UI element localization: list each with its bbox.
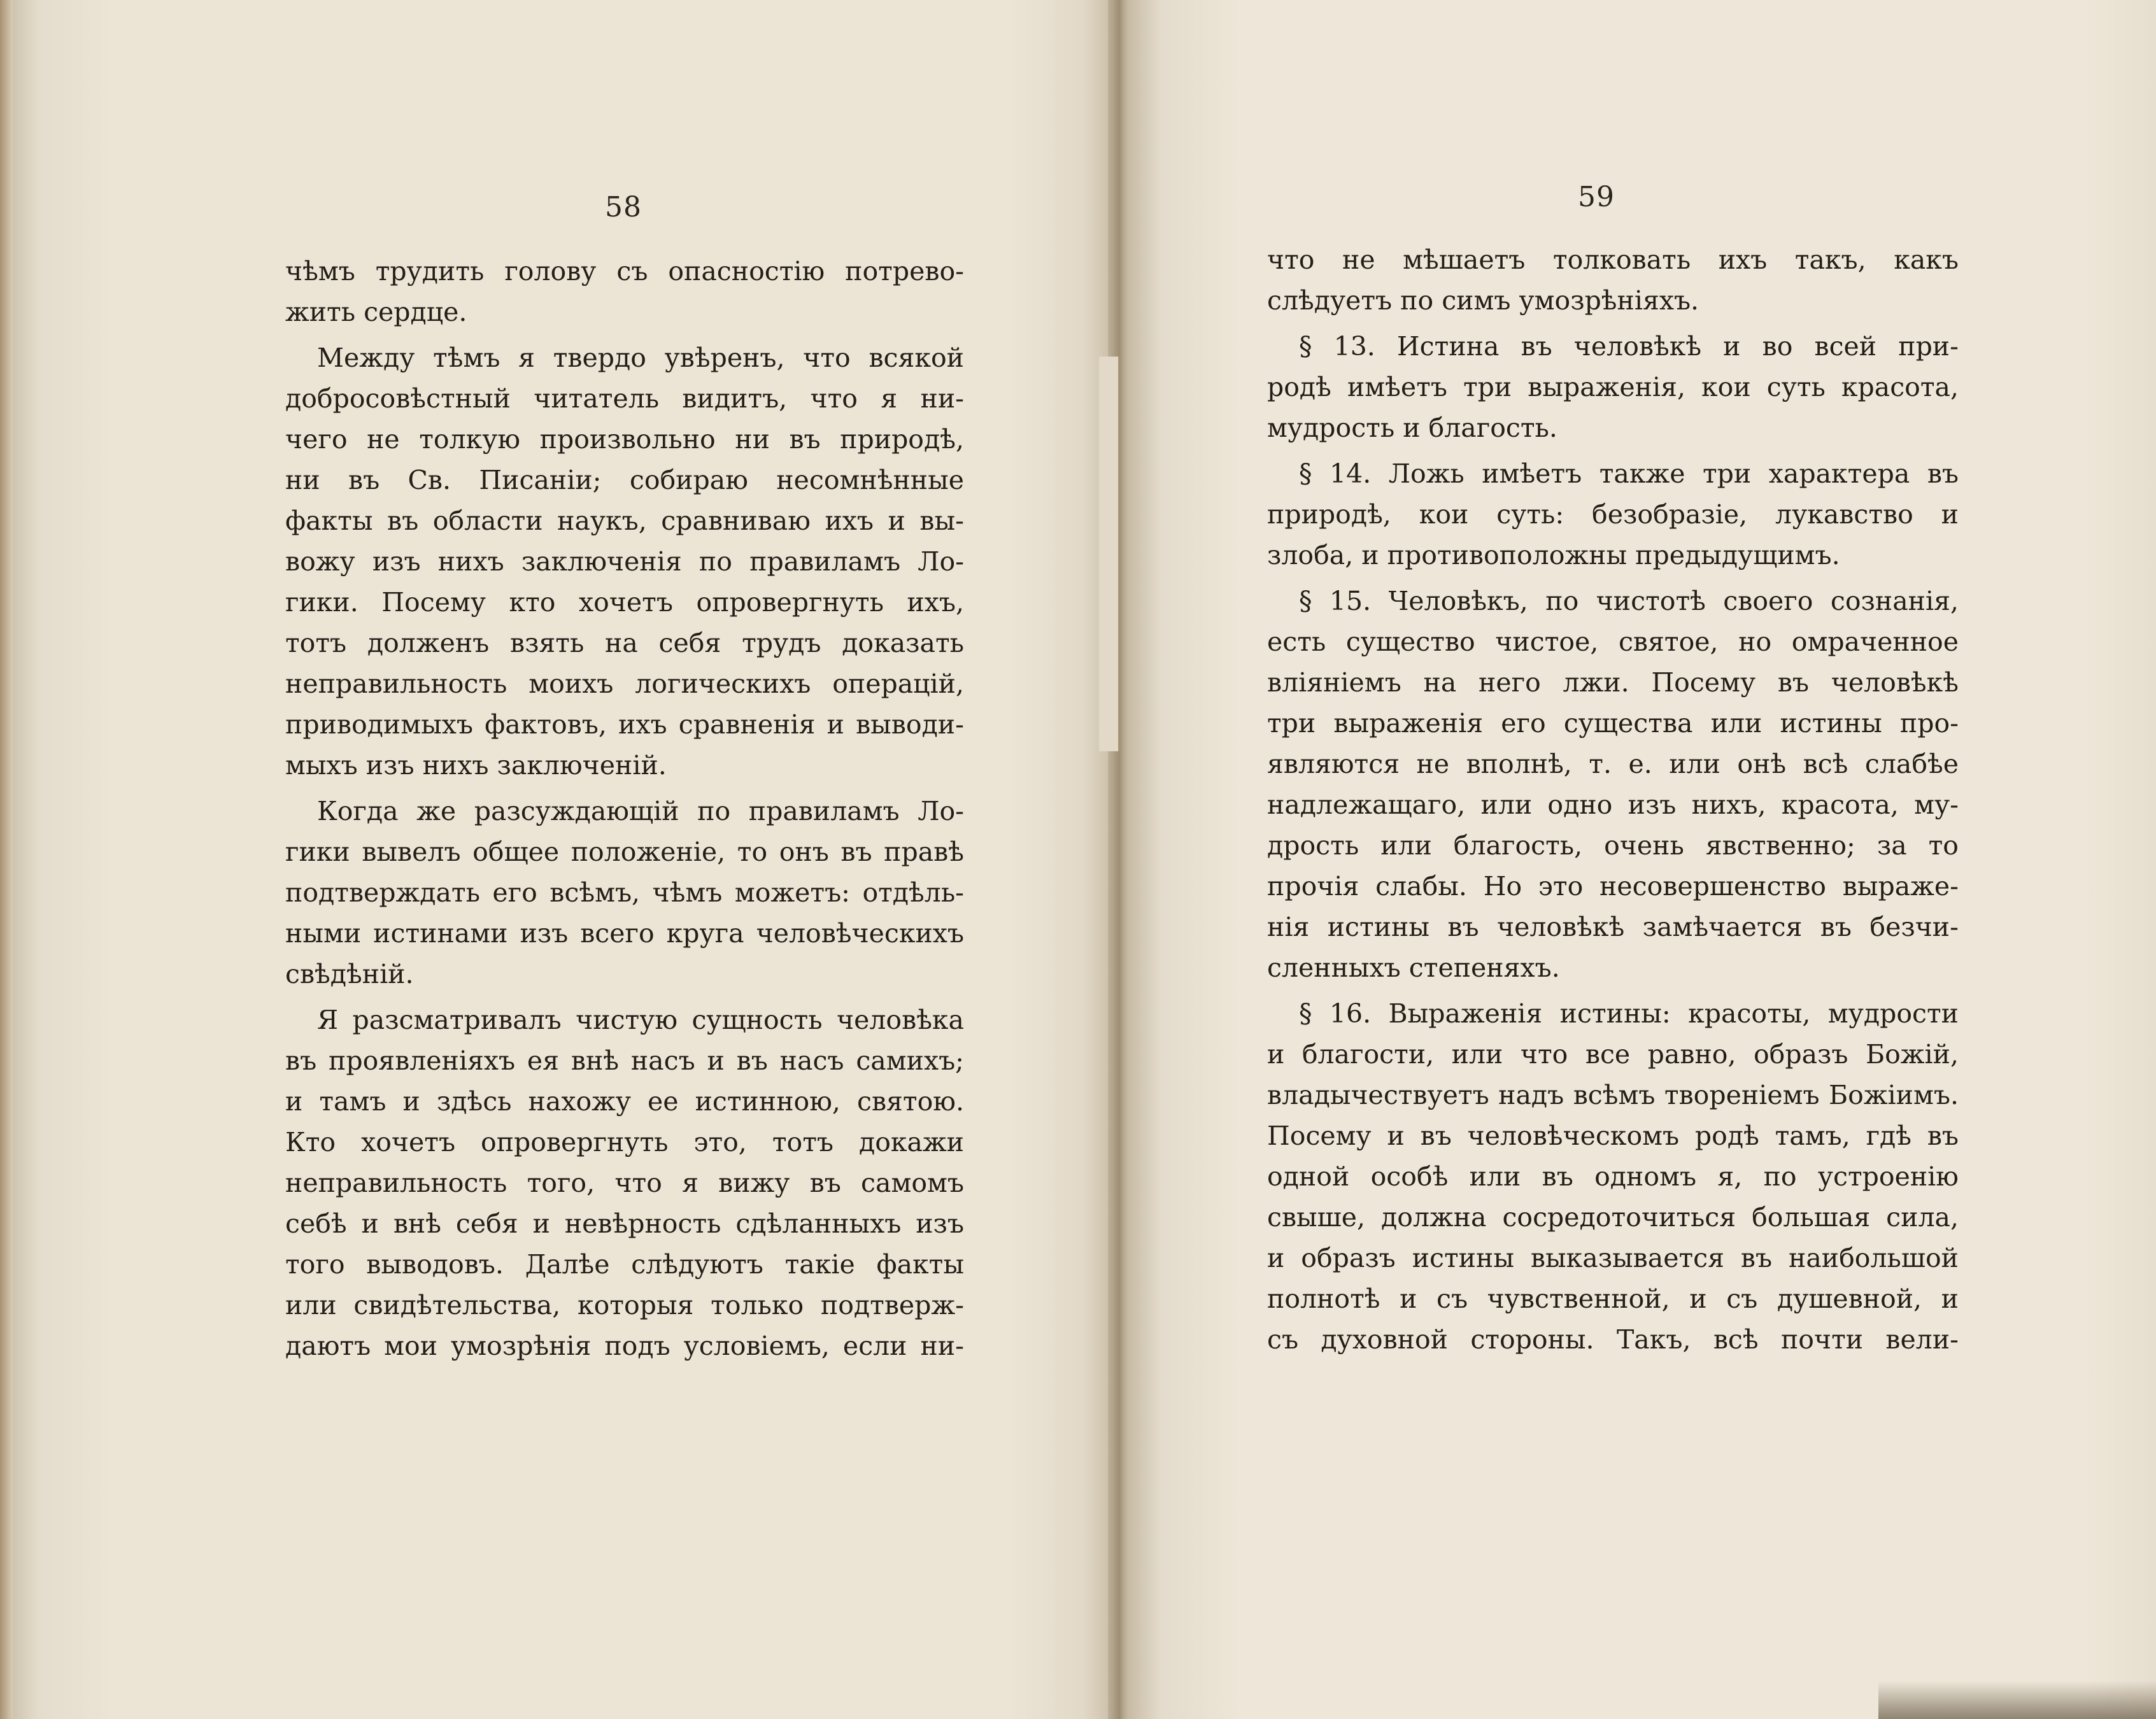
text-line: родѣ имѣетъ три выраженія, кои суть красота,	[1267, 372, 1959, 402]
text-line: Я разсматривалъ чистую сущность человѣка	[317, 1005, 964, 1035]
text-line: свѣдѣній.	[285, 959, 414, 989]
text-line: приводимыхъ фактовъ, ихъ сравненія и выводи-	[285, 709, 964, 740]
text-line: вліяніемъ на него лжи. Посему въ человѣкѣ	[1267, 667, 1959, 698]
text-line: § 14. Ложь имѣетъ также три характера въ	[1299, 458, 1959, 489]
text-line: съ духовной стороны. Такъ, всѣ почти вели-	[1267, 1324, 1959, 1355]
text-line: § 15. Человѣкъ, по чистотѣ своего сознанія,	[1299, 586, 1959, 616]
page-edge-fold	[1099, 357, 1119, 751]
text-line: полнотѣ и съ чувственной, и съ душевной, и	[1267, 1284, 1959, 1314]
text-line: Кто хочетъ опровергнуть это, тотъ докажи	[285, 1127, 964, 1157]
text-line: § 16. Выраженія истины: красоты, мудрости	[1299, 998, 1959, 1029]
text-line: въ проявленіяхъ ея внѣ насъ и въ насъ самихъ;	[285, 1045, 964, 1076]
book-edge	[0, 0, 13, 1719]
text-line: прочія слабы. Но это несовершенство выраже-	[1267, 871, 1959, 902]
text-line: и образъ истины выказывается въ наибольшой	[1267, 1243, 1959, 1273]
text-line: являются не вполнѣ, т. е. или онѣ всѣ слабѣе	[1267, 749, 1959, 779]
text-line: гики. Посему кто хочетъ опровергнуть ихъ,	[285, 587, 964, 618]
text-line: или свидѣтельства, которыя только подтверж-	[285, 1290, 964, 1320]
text-line: нія истины въ человѣкѣ замѣчается въ безчи-	[1267, 912, 1959, 942]
right-page-text	[1267, 239, 1959, 1360]
text-line: факты въ области наукъ, сравниваю ихъ и вы-	[285, 506, 964, 536]
text-line: добросовѣстный читатель видитъ, что я ни-	[285, 383, 964, 414]
text-line: есть существо чистое, святое, но омраченное	[1267, 626, 1959, 657]
text-line: подтверждать его всѣмъ, чѣмъ можетъ: отдѣль-	[285, 877, 964, 908]
text-line: чего не толкую произвольно ни въ природѣ,	[285, 424, 964, 455]
text-line: § 13. Истина въ человѣкѣ и во всей при-	[1299, 331, 1959, 362]
text-line: надлежащаго, или одно изъ нихъ, красота, му-	[1267, 789, 1959, 820]
text-line: ни въ Св. Писаніи; собираю несомнѣнные	[285, 465, 964, 495]
text-line: себѣ и внѣ себя и невѣрность сдѣланныхъ изъ	[285, 1208, 964, 1239]
text-line: природѣ, кои суть: безобразіе, лукавство и	[1267, 499, 1959, 530]
text-line: мыхъ изъ нихъ заключеній.	[285, 750, 667, 781]
text-line: свыше, должна сосредоточиться большая сила,	[1267, 1202, 1959, 1233]
text-line: мудрость и благость.	[1267, 413, 1557, 443]
text-line: неправильность моихъ логическихъ операцій,	[285, 668, 964, 699]
text-line: слѣдуетъ по симъ умозрѣніяхъ.	[1267, 285, 1699, 316]
text-line: Когда же разсуждающій по правиламъ Ло-	[317, 796, 964, 826]
text-line: сленныхъ степеняхъ.	[1267, 952, 1560, 983]
left-page	[13, 0, 1114, 1719]
text-line: и тамъ и здѣсь нахожу ее истинною, святою.	[285, 1086, 964, 1117]
text-line: чѣмъ трудить голову съ опасностію потрево-	[285, 256, 964, 286]
text-line: три выраженія его существа или истины про-	[1267, 708, 1959, 739]
right-page	[1128, 0, 2156, 1719]
text-line: даютъ мои умозрѣнія подъ условіемъ, если ни-	[285, 1331, 964, 1361]
text-line: тотъ долженъ взять на себя трудъ доказать	[285, 628, 964, 658]
left-page-text	[285, 251, 964, 1366]
page-corner-shadow	[1878, 1681, 2156, 1719]
text-line: дрость или благость, очень явственно; за то	[1267, 830, 1959, 861]
text-line: жить сердце.	[285, 297, 467, 327]
text-line: владычествуетъ надъ всѣмъ твореніемъ Божіимъ.	[1267, 1080, 1959, 1110]
text-line: Между тѣмъ я твердо увѣренъ, что всякой	[317, 343, 964, 373]
text-line: одной особѣ или въ одномъ я, по устроенію	[1267, 1161, 1959, 1192]
text-line: неправильность того, что я вижу въ самомъ	[285, 1168, 964, 1198]
text-line: ными истинами изъ всего круга человѣческихъ	[285, 918, 964, 949]
text-line: что не мѣшаетъ толковать ихъ такъ, какъ	[1267, 244, 1959, 275]
text-line: того выводовъ. Далѣе слѣдуютъ такіе факты	[285, 1249, 964, 1280]
text-line: и благости, или что все равно, образъ Божій,	[1267, 1039, 1959, 1070]
text-line: вожу изъ нихъ заключенія по правиламъ Ло-	[285, 546, 964, 577]
text-line: злоба, и противоположны предыдущимъ.	[1267, 540, 1840, 570]
page-number-left: 58	[605, 191, 642, 223]
text-line: Посему и въ человѣческомъ родѣ тамъ, гдѣ въ	[1267, 1121, 1959, 1151]
text-line: гики вывелъ общее положеніе, то онъ въ правѣ	[285, 837, 964, 867]
page-number-right: 59	[1578, 181, 1615, 213]
